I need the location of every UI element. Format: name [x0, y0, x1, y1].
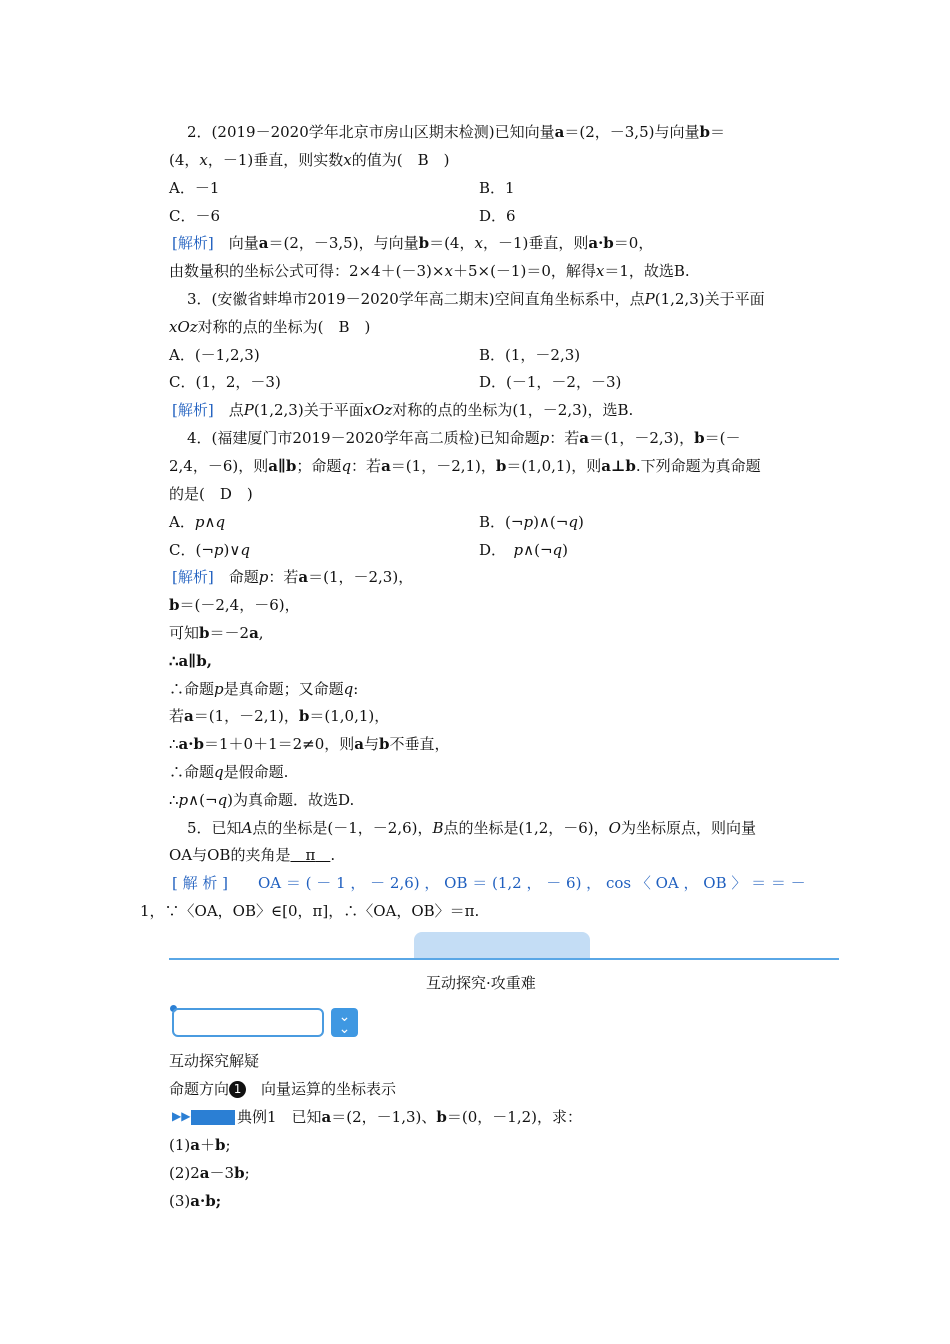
q3-option-a: A．(－1,2,3) — [169, 346, 260, 364]
q5-solution-2: 1，∵〈OA，OB〉∈[0，π]，∴〈OA，OB〉＝π. — [140, 902, 480, 920]
direction-heading: 命题方向 1 向量运算的坐标表示 — [169, 1080, 397, 1098]
q5-line1: 5．已知A点的坐标是(－1，－2,6)，B点的坐标是(1,2，－6)，O为坐标原点，则向量 — [187, 819, 756, 837]
section-header-rule — [169, 958, 839, 960]
q4-solution-2: b＝(－2,4，－6)， — [169, 596, 300, 614]
q4-line2: 2,4，－6)，则a∥b；命题q：若a＝(1，－2,1)，b＝(1,0,1)，则a⊥b.下列命题为真命题 — [169, 457, 761, 475]
q4-solution-5: ∴命题p是真命题；又命题q: — [169, 680, 359, 698]
q4-solution-3: 可知b＝－2a, — [169, 624, 264, 642]
q4-solution-7: ∴a·b＝1＋0＋1＝2≠0，则a与b不垂直， — [169, 735, 450, 753]
q4-line3: 的是( D ) — [169, 485, 253, 503]
q2-option-d: D．6 — [479, 207, 516, 225]
number-one-icon: 1 — [229, 1081, 246, 1098]
q2-solution-1: [解析] 向量a＝(2，－3,5)，与向量b＝(4，x，－1)垂直，则a·b＝0， — [172, 234, 654, 252]
q3-option-d: D．(－1，－2，－3) — [479, 373, 622, 391]
q5-line2: OA与OB的夹角是 π . — [169, 846, 336, 864]
example-part-2: (2)2a－3b; — [169, 1164, 250, 1182]
chevron-down-icon: ⌄ ⌄ — [331, 1008, 358, 1037]
q2-option-b: B．1 — [479, 179, 515, 197]
example-part-3: (3)a·b; — [169, 1192, 222, 1210]
double-arrow-icon: ▶▶ — [172, 1109, 191, 1123]
section-header-tab — [414, 932, 590, 959]
example-line: 典例1 已知a＝(2，－1,3)、b＝(0，－1,2)，求： — [237, 1108, 582, 1126]
tag-box — [172, 1008, 324, 1037]
example-tag — [191, 1110, 235, 1125]
q4-option-a: A．p∧q — [169, 513, 226, 531]
q4-solution-4: ∴a∥b, — [169, 652, 212, 670]
q3-option-b: B．(1，－2,3) — [479, 346, 581, 364]
q2-solution-2: 由数量积的坐标公式可得：2×4＋(－3)×x＋5×(－1)＝0，解得x＝1，故选B. — [169, 262, 690, 280]
q4-line1: 4．(福建厦门市2019－2020学年高二质检)已知命题p：若a＝(1，－2,3)，b＝(－ — [187, 429, 741, 447]
q3-line2: xOz对称的点的坐标为( B ) — [169, 318, 371, 336]
q2-option-a: A．－1 — [169, 179, 220, 197]
subsection-title: 互动探究解疑 — [169, 1052, 260, 1070]
q4-solution-1: [解析] 命题p：若a＝(1，－2,3)， — [172, 568, 414, 586]
q3-solution: [解析] 点P(1,2,3)关于平面xOz对称的点的坐标为(1，－2,3)，选B. — [172, 401, 634, 419]
q4-option-b: B．(¬p)∧(¬q) — [479, 513, 584, 531]
q2-option-c: C．－6 — [169, 207, 221, 225]
example-part-1: (1)a＋b; — [169, 1136, 231, 1154]
q4-option-d: D． p∧(¬q) — [479, 541, 569, 559]
q3-line1: 3．(安徽省蚌埠市2019－2020学年高二期末)空间直角坐标系中，点P(1,2,3)关于平面 — [187, 290, 765, 308]
section-title: 互动探究·攻重难 — [426, 974, 536, 992]
q4-solution-6: 若a＝(1，－2,1)，b＝(1,0,1)， — [169, 707, 390, 725]
q2-line1: 2．(2019－2020学年北京市房山区期末检测)已知向量a＝(2，－3,5)与向量b＝ — [187, 123, 725, 141]
q5-solution-1: [ 解 析 ] OA ＝ ( － 1 ， － 2,6) ， OB ＝ (1,2 ， － 6) ， cos 〈 OA ， OB 〉 ＝ ＝ － — [172, 874, 806, 892]
q4-solution-8: ∴命题q是假命题. — [169, 763, 289, 781]
q3-option-c: C．(1，2，－3) — [169, 373, 281, 391]
q2-line2: (4，x，－1)垂直，则实数x的值为( B ) — [169, 151, 450, 169]
q4-option-c: C．(¬p)∨q — [169, 541, 250, 559]
q4-solution-9: ∴p∧(¬q)为真命题．故选D. — [169, 791, 355, 809]
